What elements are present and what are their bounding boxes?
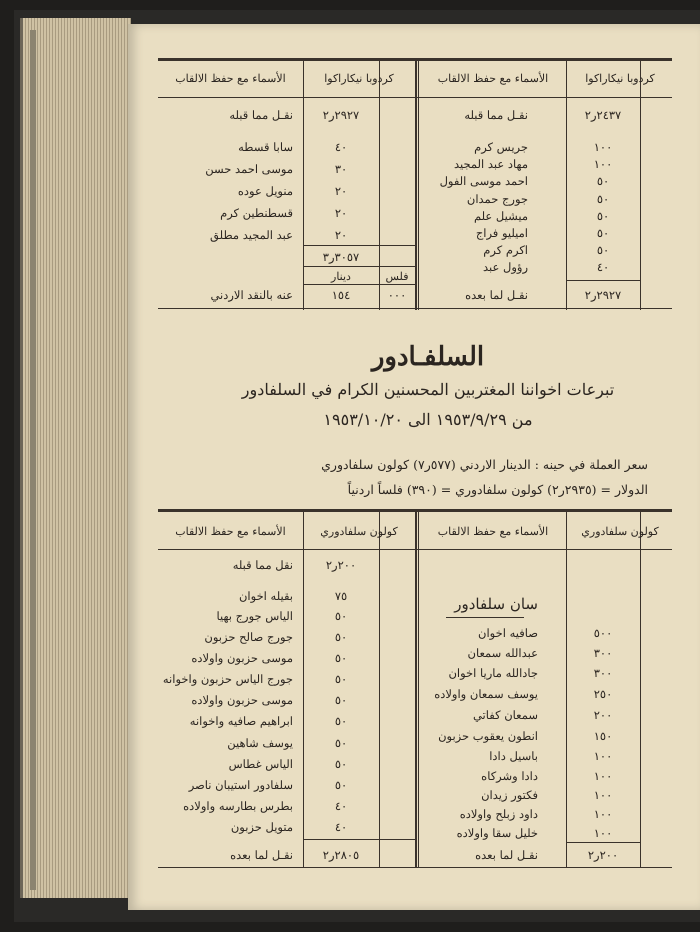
- exchange-rate-line-2: الدولار = (٢٩٣٥ر٢) كولون سلفادوري = (٣٩٠) فلساً اردنياً: [347, 482, 648, 497]
- name-cell: جورج صالح حزبون: [204, 630, 293, 644]
- name-cell: انطون يعقوب حزبون: [438, 729, 538, 743]
- jd-fils-amount: ٠٠٠: [387, 288, 407, 302]
- top-left-total-rule: [303, 266, 415, 267]
- top-left-carried-amount: ٢٩٢٧ر٢: [322, 108, 360, 122]
- amount-cell: ٤٠: [334, 799, 348, 813]
- top-right-sum-rule: [566, 280, 640, 281]
- book-spine: [30, 30, 36, 890]
- name-cell: صافيه اخوان: [478, 626, 538, 640]
- name-cell: بطرس بطارسه واولاده: [183, 799, 293, 813]
- name-cell: خليل سقا واولاده: [456, 826, 538, 840]
- name-cell: الياس غطاس: [228, 757, 293, 771]
- top-right-inner-sep: [640, 61, 641, 310]
- jd-dinar-amount: ١٥٤: [331, 288, 351, 302]
- name-cell: سابا قسطه: [238, 140, 293, 154]
- top-right-amount-sep: [566, 61, 567, 310]
- bottom-right-forward-amount: ٢٠٠ر٢: [587, 848, 619, 862]
- name-cell: موسى حزبون واولاده: [191, 693, 293, 707]
- section-title: السلفـادور: [371, 342, 485, 372]
- name-cell: الياس جورج بهيا: [216, 609, 293, 623]
- name-cell: جورج حمدان: [466, 192, 528, 206]
- amount-cell: ٥٠: [334, 693, 348, 707]
- bottom-table-bottom-rule: [158, 867, 672, 868]
- amount-cell: ١٠٠: [593, 807, 613, 821]
- name-cell: موسى حزبون واولاده: [191, 651, 293, 665]
- top-center-divider: [415, 61, 417, 310]
- jd-label: عنه بالنقد الاردني: [210, 288, 293, 302]
- page-edges: [20, 18, 131, 898]
- bottom-left-carried-label: نقل مما قبله: [232, 558, 293, 572]
- name-cell: عبدالله سمعان: [467, 646, 538, 660]
- amount-cell: ٢٠٠: [593, 708, 613, 722]
- amount-cell: ٥٠: [334, 630, 348, 644]
- amount-cell: ١٠٠: [593, 157, 613, 171]
- amount-cell: ٥٠: [596, 192, 610, 206]
- bottom-right-forward-label: نقـل لما بعده: [475, 848, 538, 862]
- name-cell: جادالله ماريا اخوان: [448, 666, 538, 680]
- name-cell: دادا وشركاه: [481, 769, 538, 783]
- amount-cell: ٥٠: [596, 174, 610, 188]
- name-cell: بقيله اخوان: [238, 589, 293, 603]
- top-right-carried-amount: ٢٤٣٧ر٢: [584, 108, 622, 122]
- name-cell: رؤول عبد: [482, 260, 528, 274]
- bottom-center-divider-2: [418, 512, 419, 867]
- amount-cell: ٥٠: [334, 672, 348, 686]
- bottom-left-amount-sep: [303, 512, 304, 867]
- amount-cell: ٥٠: [334, 736, 348, 750]
- amount-cell: ٢٥٠: [593, 687, 613, 701]
- top-right-forward-label: نقـل لما بعده: [465, 288, 528, 302]
- amount-cell: ١٥٠: [593, 729, 613, 743]
- bottom-left-amount-header: كولون سلفادوري: [320, 525, 398, 538]
- top-left-amount-header: كردوبا نيكاراكوا: [324, 72, 394, 85]
- bottom-left-names-header: الأسماء مع حفظ الالقاب: [175, 525, 286, 538]
- top-left-carried-label: نقـل مما قبله: [229, 108, 293, 122]
- name-cell: جريس كرم: [474, 140, 528, 154]
- top-right-names-header: الأسماء مع حفظ الالقاب: [437, 72, 549, 85]
- amount-cell: ١٠٠: [593, 788, 613, 802]
- name-cell: متويل حزبون: [230, 820, 293, 834]
- document-page: [128, 24, 700, 910]
- name-cell: جورج الياس حزبون واخوانه: [162, 672, 293, 686]
- amount-cell: ١٠٠: [593, 769, 613, 783]
- bottom-right-amount-header: كولون سلفادوري: [581, 525, 659, 538]
- city-underline: [446, 617, 524, 618]
- name-cell: داود زبلح واولاده: [459, 807, 538, 821]
- amount-cell: ٥٠: [596, 226, 610, 240]
- bottom-left-carried-amount: ٢٠٠ر٢: [325, 558, 357, 572]
- amount-cell: ٥٠: [596, 209, 610, 223]
- name-cell: باسيل دادا: [489, 749, 538, 763]
- name-cell: احمد موسى الفول: [439, 174, 528, 188]
- top-left-amount-sep: [303, 61, 304, 310]
- city-heading: سان سلفادور: [454, 595, 538, 613]
- section-dates: من ١٩٥٣/٩/٢٩ الى ١٩٥٣/١٠/٢٠: [323, 410, 533, 429]
- amount-cell: ٣٠٠: [593, 646, 613, 660]
- top-center-divider-2: [418, 61, 419, 310]
- amount-cell: ٢٠: [334, 184, 348, 198]
- amount-cell: ٤٠: [334, 140, 348, 154]
- bottom-left-inner-sep: [379, 512, 380, 867]
- amount-cell: ٢٠: [334, 206, 348, 220]
- name-cell: اكرم كرم: [483, 243, 528, 257]
- amount-cell: ١٠٠: [593, 749, 613, 763]
- currency-dinar-label: دينار: [331, 270, 351, 283]
- top-left-names-header: الأسماء مع حفظ الالقاب: [175, 72, 286, 85]
- section-subtitle: تبرعات اخواننا المغتربين المحسنين الكرام في السلفادور: [241, 380, 615, 399]
- bottom-right-names-header: الأسماء مع حفظ الالقاب: [437, 525, 549, 538]
- amount-cell: ٥٠: [334, 609, 348, 623]
- currency-fils-label: فلس: [385, 270, 409, 283]
- name-cell: منويل عوده: [237, 184, 293, 198]
- bottom-left-forward-amount: ٢٨٠٥ر٢: [322, 848, 360, 862]
- name-cell: عبد المجيد مطلق: [210, 228, 293, 242]
- bottom-center-divider: [415, 512, 417, 867]
- amount-cell: ٧٥: [334, 589, 348, 603]
- amount-cell: ١٠٠: [593, 826, 613, 840]
- top-left-total: ٣٠٥٧ر٣: [322, 250, 360, 264]
- amount-cell: ٥٠: [334, 651, 348, 665]
- name-cell: سمعان كفاتي: [472, 708, 538, 722]
- top-right-amount-header: كردوبا نيكاراكوا: [585, 72, 655, 85]
- bottom-right-sum-rule: [566, 842, 640, 843]
- name-cell: سلفادور استيبان ناصر: [188, 778, 293, 792]
- top-table-bottom-rule: [158, 308, 672, 309]
- amount-cell: ١٠٠: [593, 140, 613, 154]
- amount-cell: ٢٠: [334, 228, 348, 242]
- name-cell: يوسف سمعان واولاده: [434, 687, 538, 701]
- exchange-rate-line-1: سعر العملة في حينه : الدينار الاردني (٥٧٧ر٧) كولون سلفادوري: [321, 457, 648, 472]
- amount-cell: ٥٠: [334, 714, 348, 728]
- name-cell: اميليو فراج: [475, 226, 528, 240]
- name-cell: ابراهيم صافيه واخوانه: [189, 714, 293, 728]
- amount-cell: ٤٠: [334, 820, 348, 834]
- amount-cell: ٥٠: [596, 243, 610, 257]
- name-cell: فكتور زيدان: [481, 788, 538, 802]
- name-cell: موسى احمد حسن: [205, 162, 293, 176]
- top-right-carried-label: نقـل مما قبله: [464, 108, 528, 122]
- amount-cell: ٥٠٠: [593, 626, 613, 640]
- amount-cell: ٥٠: [334, 778, 348, 792]
- top-right-forward-amount: ٢٩٢٧ر٢: [584, 288, 622, 302]
- amount-cell: ٥٠: [334, 757, 348, 771]
- amount-cell: ٣٠٠: [593, 666, 613, 680]
- amount-cell: ٣٠: [334, 162, 348, 176]
- name-cell: قسطنطين كرم: [220, 206, 293, 220]
- amount-cell: ٤٠: [596, 260, 610, 274]
- name-cell: يوسف شاهين: [227, 736, 293, 750]
- name-cell: مهاد عبد المجيد: [453, 157, 528, 171]
- bottom-right-inner-sep: [640, 512, 641, 867]
- bottom-right-amount-sep: [566, 512, 567, 867]
- name-cell: ميشيل علم: [473, 209, 528, 223]
- top-left-currency-rule: [303, 284, 415, 285]
- top-left-sum-rule: [303, 245, 415, 246]
- bottom-left-forward-label: نقـل لما بعده: [230, 848, 293, 862]
- bottom-left-sum-rule: [303, 839, 415, 840]
